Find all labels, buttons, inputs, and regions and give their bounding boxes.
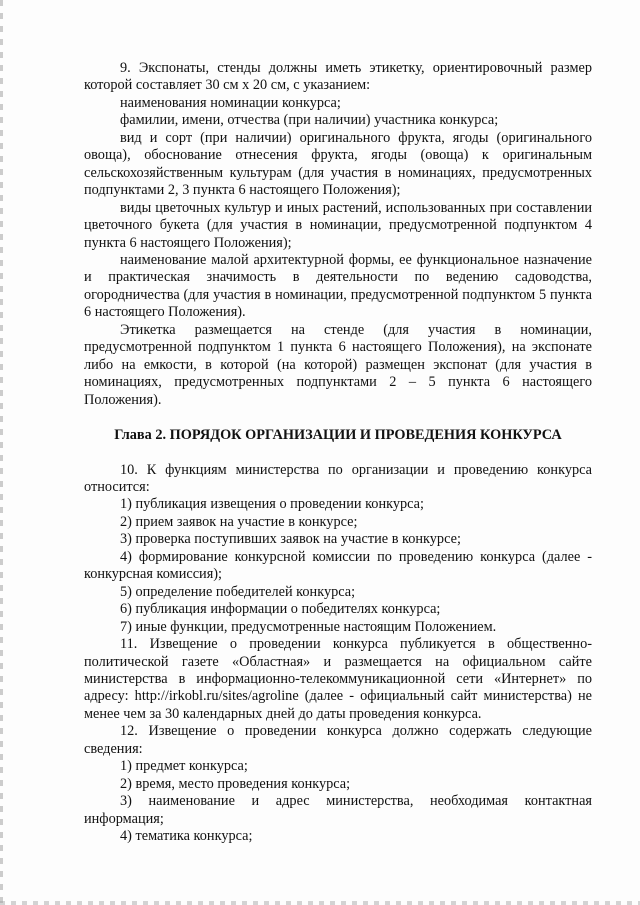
- scan-left-edge: [0, 0, 3, 905]
- paragraph-11: 11. Извещение о проведении конкурса публикуется в общественно-политической газете «Областная» и размещается на официальном сайте министерства в информационно-телекоммуникационной сети «Интернет» по адресу: http://irkobl.ru/sites/agroline (далее - официальный сайт министерства) не менее чем за 30 календарных дней до даты проведения конкурса.: [84, 636, 592, 722]
- p12-item-1: 1) предмет конкурса;: [120, 758, 248, 775]
- p10-item-2: 2) прием заявок на участие в конкурсе;: [120, 513, 358, 530]
- p10-item-6: 6) публикация информации о победителях конкурса;: [120, 601, 441, 618]
- chapter-2-heading: Глава 2. ПОРЯДОК ОРГАНИЗАЦИИ И ПРОВЕДЕНИЯ КОНКУРСА: [114, 427, 562, 444]
- p10-item-4: 4) формирование конкурсной комиссии по проведению конкурса (далее - конкурсная комиссия);: [84, 548, 592, 583]
- document-body: [84, 60, 592, 845]
- paragraph-12-intro: 12. Извещение о проведении конкурса должно содержать следующие сведения:: [84, 723, 592, 757]
- p10-item-3: 3) проверка поступивших заявок на участие в конкурсе;: [120, 531, 461, 548]
- p12-item-3: 3) наименование и адрес министерства, необходимая контактная информация;: [84, 793, 592, 827]
- p10-item-7: 7) иные функции, предусмотренные настоящим Положением.: [120, 618, 497, 635]
- label-placement: Этикетка размещается на стенде (для участия в номинации, предусмотренной подпунктом 1 пункта 6 настоящего Положения), на экспонате либо на емкости, в которой (на которой) размещен экспонат (для участия в номинациях, предусмотренных подпунктами 2 – 5 пункта 6 настоящего Положения).: [84, 321, 592, 408]
- label-item-nomination: наименования номинации конкурса;: [120, 94, 341, 111]
- p12-item-4: 4) тематика конкурса;: [120, 828, 253, 845]
- p10-item-5: 5) определение победителей конкурса;: [120, 583, 356, 600]
- paragraph-10-intro: 10. К функциям министерства по организации и проведению конкурса относится:: [84, 461, 592, 495]
- scan-bottom-edge: [0, 901, 640, 905]
- label-item-variety: вид и сорт (при наличии) оригинального фрукта, ягоды (оригинального овоща), обоснование отнесения фрукта, ягоды (овоща) к оригинальным сельскохозяйственным культурам (для участия в номинациях, предусмотренных подпунктами 2, 3 пункта 6 настоящего Положения);: [84, 129, 592, 199]
- p10-item-1: 1) публикация извещения о проведении конкурса;: [120, 496, 424, 513]
- label-item-fio: фамилии, имени, отчества (при наличии) участника конкурса;: [120, 112, 499, 129]
- paragraph-9-intro: 9. Экспонаты, стенды должны иметь этикетку, ориентировочный размер которой составляет 30 см x 20 см, с указанием:: [84, 60, 592, 94]
- label-item-architecture: наименование малой архитектурной формы, ее функциональное назначение и практическая значимость в деятельности по ведению садоводства, огородничества (для участия в номинации, предусмотренной подпунктом 5 пункта 6 настоящего Положения).: [84, 251, 592, 321]
- label-item-flowers: виды цветочных культур и иных растений, использованных при составлении цветочного букета (для участия в номинации, предусмотренной подпунктом 4 пункта 6 настоящего Положения);: [84, 199, 592, 251]
- p12-item-2: 2) время, место проведения конкурса;: [120, 775, 351, 792]
